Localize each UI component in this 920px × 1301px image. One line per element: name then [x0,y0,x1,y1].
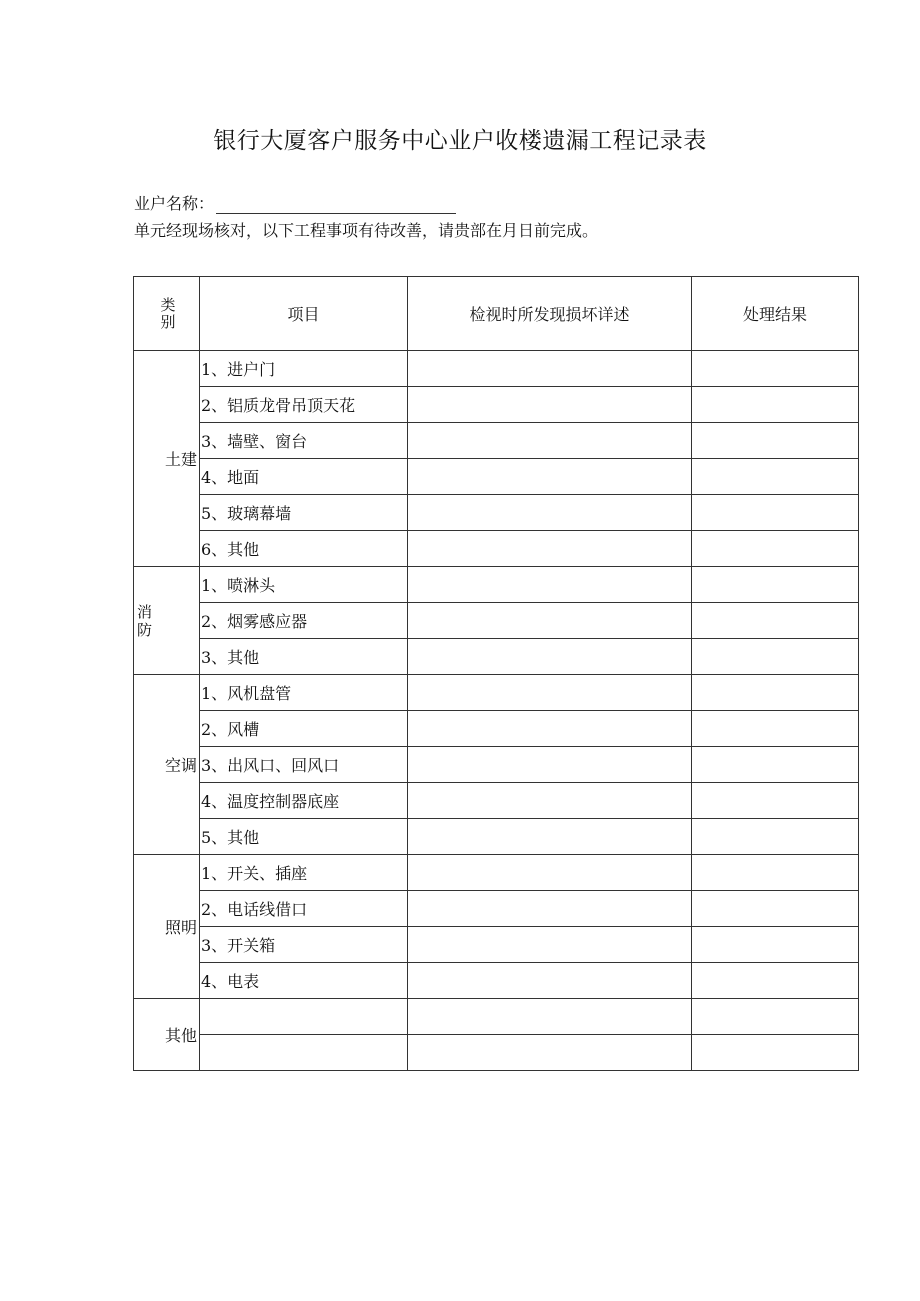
item-cell: 5、玻璃幕墙 [200,495,408,531]
detail-cell[interactable] [408,891,692,927]
result-cell[interactable] [692,567,859,603]
table-row [134,351,859,387]
header-row [134,277,859,351]
table-row [134,567,859,603]
result-cell[interactable] [692,603,859,639]
detail-cell[interactable] [408,783,692,819]
table-row [134,531,859,567]
item-cell: 3、其他 [200,639,408,675]
detail-cell[interactable] [408,495,692,531]
header-item: 项目 [200,277,408,351]
result-cell[interactable] [692,531,859,567]
owner-name-line [134,191,456,214]
category-cell [134,567,200,675]
item-cell: 1、喷淋头 [200,567,408,603]
category-cell: 空调 [134,675,200,855]
detail-cell[interactable] [408,459,692,495]
item-cell: 3、开关箱 [200,927,408,963]
table-row [134,783,859,819]
item-cell [200,1035,408,1071]
header-detail: 检视时所发现损坏详述 [408,277,692,351]
table-row [134,819,859,855]
detail-cell[interactable] [408,819,692,855]
category-cell: 照明 [134,855,200,999]
detail-cell[interactable] [408,999,692,1035]
table-row [134,675,859,711]
detail-cell[interactable] [408,927,692,963]
result-cell[interactable] [692,459,859,495]
result-cell[interactable] [692,387,859,423]
item-cell: 5、其他 [200,819,408,855]
result-cell[interactable] [692,639,859,675]
item-cell: 2、风槽 [200,711,408,747]
notice-text: 单元经现场核对，以下工程事项有待改善，请贵部在月日前完成。 [134,221,599,240]
category-cell: 其他 [134,999,200,1071]
result-cell[interactable] [692,783,859,819]
result-cell[interactable] [692,675,859,711]
table-row [134,963,859,999]
item-cell: 4、温度控制器底座 [200,783,408,819]
detail-cell[interactable] [408,387,692,423]
table-row [134,603,859,639]
table-row [134,459,859,495]
detail-cell[interactable] [408,423,692,459]
item-cell [200,999,408,1035]
item-cell: 2、铝质龙骨吊顶天花 [200,387,408,423]
owner-name-blank[interactable] [216,197,456,214]
table-row [134,999,859,1035]
item-cell: 4、地面 [200,459,408,495]
table-row [134,639,859,675]
category-label: 消防 [137,602,153,639]
result-cell[interactable] [692,495,859,531]
page-title: 银行大厦客户服务中心业户收楼遗漏工程记录表 [213,128,707,154]
detail-cell[interactable] [408,1035,692,1071]
item-cell: 1、风机盘管 [200,675,408,711]
result-cell[interactable] [692,891,859,927]
result-cell[interactable] [692,855,859,891]
item-cell: 1、进户门 [200,351,408,387]
detail-cell[interactable] [408,603,692,639]
result-cell[interactable] [692,963,859,999]
table-row [134,891,859,927]
detail-cell[interactable] [408,747,692,783]
detail-cell[interactable] [408,351,692,387]
result-cell[interactable] [692,423,859,459]
header-category: 类别 [134,277,200,351]
result-cell[interactable] [692,747,859,783]
table-row [134,747,859,783]
table-row [134,387,859,423]
item-cell: 2、电话线借口 [200,891,408,927]
detail-cell[interactable] [408,711,692,747]
detail-cell[interactable] [408,855,692,891]
detail-cell[interactable] [408,639,692,675]
item-cell: 1、开关、插座 [200,855,408,891]
table-row [134,423,859,459]
result-cell[interactable] [692,351,859,387]
table-row [134,1035,859,1071]
table-row [134,711,859,747]
detail-cell[interactable] [408,675,692,711]
detail-cell[interactable] [408,567,692,603]
result-cell[interactable] [692,999,859,1035]
detail-cell[interactable] [408,963,692,999]
detail-cell[interactable] [408,531,692,567]
table-row [134,855,859,891]
result-cell[interactable] [692,819,859,855]
item-cell: 3、墙壁、窗台 [200,423,408,459]
result-cell[interactable] [692,927,859,963]
result-cell[interactable] [692,1035,859,1071]
item-cell: 4、电表 [200,963,408,999]
item-cell: 3、出风口、回风口 [200,747,408,783]
item-cell: 6、其他 [200,531,408,567]
category-cell: 土建 [134,351,200,567]
header-result: 处理结果 [692,277,859,351]
owner-name-label: 业户名称： [134,194,215,213]
table-row [134,495,859,531]
record-table [133,276,859,1071]
table-row [134,927,859,963]
result-cell[interactable] [692,711,859,747]
item-cell: 2、烟雾感应器 [200,603,408,639]
